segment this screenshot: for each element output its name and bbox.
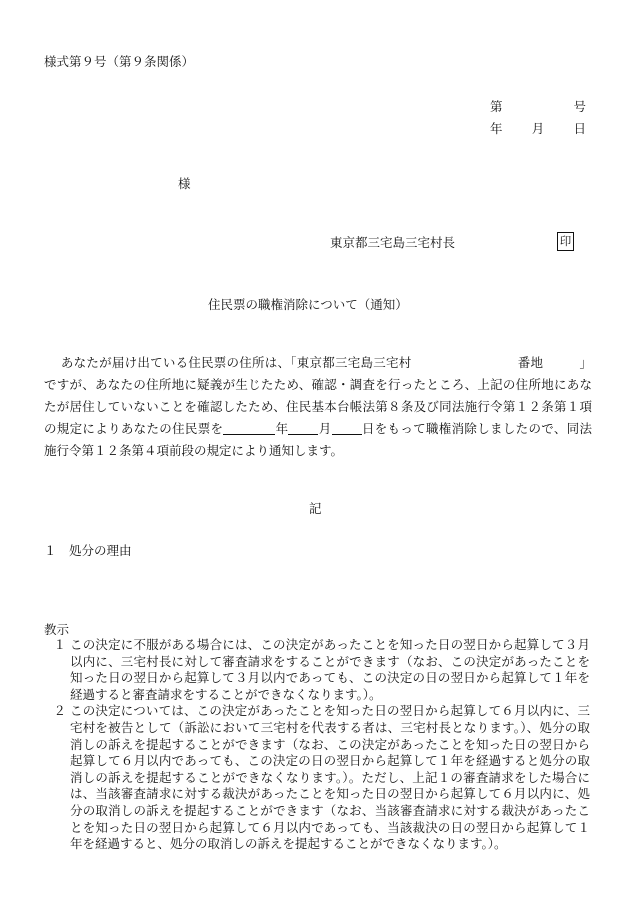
body-part1: あなたが届け出ている住民票の住所は、「東京都三宅島三宅村 (60, 355, 412, 370)
body-part2: ですが、あなたの住所地に疑義が生じたため、確認・調査を行ったところ、上記の住所地にあなたが居住していないことを確認したため、住民基本台帳法第８条及び同法施行令第１２条第１項の規定によりあなたの住民票を (44, 377, 592, 436)
blank-day-field (332, 420, 362, 435)
notice-item-number: １ (53, 637, 66, 652)
body-year: 年 (275, 421, 289, 436)
seal-stamp: 印 (557, 232, 574, 251)
body-month: 月 (318, 421, 332, 436)
document-number-prefix: 第 (490, 99, 503, 114)
notice-item (44, 703, 590, 852)
notice-item-number: ２ (53, 703, 66, 719)
body-paragraph (44, 352, 592, 462)
ki-heading: 記 (309, 501, 322, 516)
body-close-quote: 」 (579, 355, 592, 370)
body-part3: 日をもって職権消除しましたので、同法施行令第１２条第４項前段の規定により通知します。 (44, 421, 592, 458)
notice-item (44, 637, 590, 703)
notice-heading: 教示 (44, 622, 70, 637)
blank-month-field (288, 420, 318, 435)
document-number-block (490, 96, 586, 140)
document-title: 住民票の職権消除について（通知） (208, 297, 408, 312)
recipient-honorific: 様 (178, 176, 191, 191)
notice-item-text: この決定に不服がある場合には、この決定があったことを知った日の翌日から起算して３月以内に、三宅村長に対して審査請求をすることができます（なお、この決定があったことを知った日の翌日から起算して３月以内であっても、この決定の日の翌日から起算して１年を経過すると審査請求をすることができなくなります。）。 (70, 637, 590, 702)
issue-date-year: 年 (490, 121, 503, 136)
issue-date-month: 月 (531, 121, 545, 136)
reason-heading: １ 処分の理由 (44, 543, 132, 558)
issuer-name: 東京都三宅島三宅村長 (330, 235, 456, 250)
blank-year-field (223, 420, 275, 435)
document-number (490, 96, 586, 118)
form-number: 様式第９号（第９条関係） (44, 54, 195, 69)
body-banchi: 番地 (517, 355, 544, 370)
notice-item-text: この決定については、この決定があったことを知った日の翌日から起算して６月以内に、三宅村を被告として（訴訟において三宅村を代表する者は、三宅村長となります。）、処分の取消しの訴えを提起することができます（なお、この決定があったことを知った日の翌日から起算して６月以内であっても、この決定の日の翌日から起算して１年を経過すると処分の取消しの訴えを提起することができなくなります。）。ただし、上記１の審査請求をした場合には、当該審査請求に対する裁決があったことを知った日の翌日から起算して６月以内に、処分の取消しの訴えを提起することができます（なお、当該審査請求に対する裁決があったことを知った日の翌日から起算して６月以内であっても、当該裁決の日の翌日から起算して１年を経過すると、処分の取消しの訴えを提起することができなくなります。）。 (70, 703, 590, 852)
issue-date (490, 118, 586, 140)
document-number-suffix: 号 (573, 99, 586, 114)
issue-date-day: 日 (573, 121, 586, 136)
notice-list (44, 637, 590, 853)
